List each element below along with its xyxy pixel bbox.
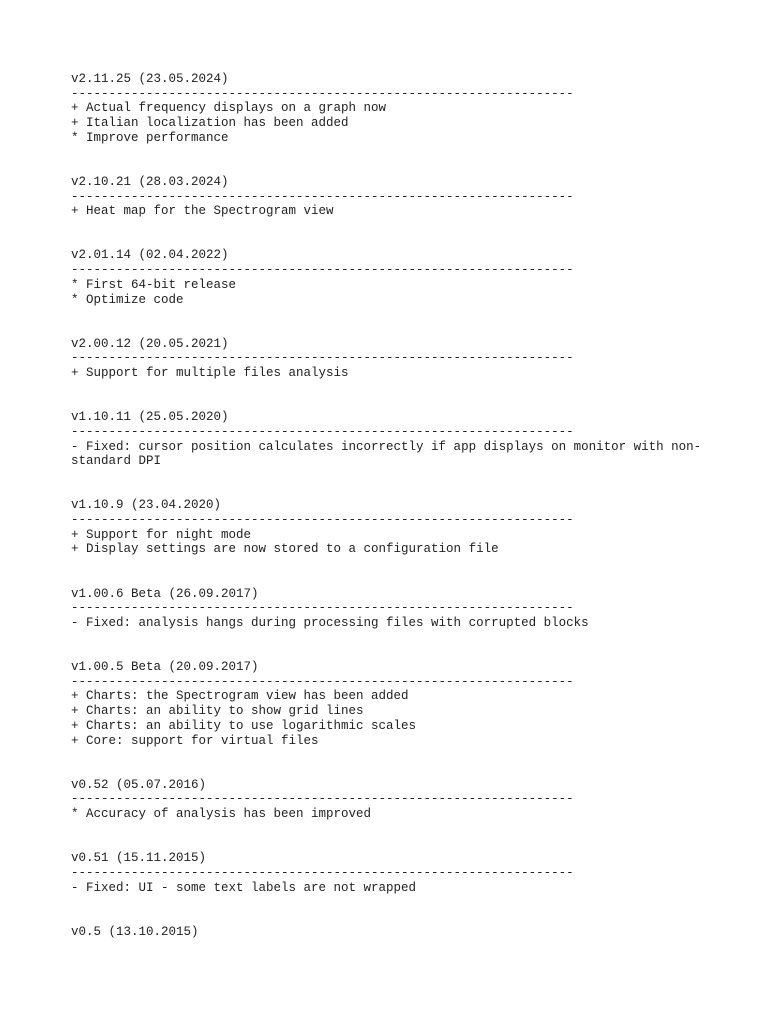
changelog xyxy=(71,72,711,969)
change-item: + Heat map for the Spectrogram view xyxy=(71,204,334,219)
version-header: v0.5 (13.10.2015) xyxy=(71,924,199,939)
changelog-entry xyxy=(71,925,711,940)
separator-line: ------------------------------------------------------------------- xyxy=(71,792,574,807)
change-item: + Core: support for virtual files xyxy=(71,733,319,748)
separator-line: ------------------------------------------------------------------- xyxy=(71,351,574,366)
version-header: v2.00.12 (20.05.2021) xyxy=(71,336,229,351)
changelog-entry xyxy=(71,337,711,381)
version-header: v1.10.11 (25.05.2020) xyxy=(71,410,229,425)
separator-line: ------------------------------------------------------------------- xyxy=(71,263,574,278)
change-item: * Optimize code xyxy=(71,292,184,307)
change-item: + Support for night mode xyxy=(71,527,252,542)
version-header: v0.51 (15.11.2015) xyxy=(71,851,207,866)
change-item: + Charts: an ability to use logarithmic scales xyxy=(71,718,417,733)
version-header: v1.00.6 Beta (26.09.2017) xyxy=(71,586,259,601)
separator-line: ------------------------------------------------------------------- xyxy=(71,601,574,616)
change-item: - Fixed: UI - some text labels are not wrapped xyxy=(71,880,417,895)
change-item: - Fixed: analysis hangs during processing files with corrupted blocks xyxy=(71,615,589,630)
changelog-entry xyxy=(71,778,711,822)
changelog-entry xyxy=(71,587,711,631)
version-header: v2.01.14 (02.04.2022) xyxy=(71,248,229,263)
separator-line: ------------------------------------------------------------------- xyxy=(71,865,574,880)
separator-line: ------------------------------------------------------------------- xyxy=(71,86,574,101)
change-item: + Display settings are now stored to a configuration file xyxy=(71,542,499,557)
changelog-entry xyxy=(71,410,711,469)
separator-line: ------------------------------------------------------------------- xyxy=(71,513,574,528)
version-header: v2.10.21 (28.03.2024) xyxy=(71,174,229,189)
changelog-entry xyxy=(71,72,711,146)
changelog-entry xyxy=(71,175,711,219)
separator-line: ------------------------------------------------------------------- xyxy=(71,674,574,689)
change-item: + Charts: the Spectrogram view has been added xyxy=(71,689,409,704)
version-header: v1.10.9 (23.04.2020) xyxy=(71,498,222,513)
change-item: + Italian localization has been added xyxy=(71,116,349,131)
separator-line: ------------------------------------------------------------------- xyxy=(71,424,574,439)
separator-line: ------------------------------------------------------------------- xyxy=(71,189,574,204)
changelog-entry xyxy=(71,248,711,307)
changelog-entry xyxy=(71,660,711,748)
version-header: v2.11.25 (23.05.2024) xyxy=(71,72,229,86)
version-header: v1.00.5 Beta (20.09.2017) xyxy=(71,660,259,675)
changelog-entry xyxy=(71,851,711,895)
change-item: + Actual frequency displays on a graph now xyxy=(71,101,387,116)
change-item: * Accuracy of analysis has been improved xyxy=(71,807,372,822)
change-item: + Charts: an ability to show grid lines xyxy=(71,704,364,719)
change-item: * First 64-bit release xyxy=(71,277,237,292)
change-item: * Improve performance xyxy=(71,130,229,145)
change-item: + Support for multiple files analysis xyxy=(71,366,349,381)
version-header: v0.52 (05.07.2016) xyxy=(71,777,207,792)
changelog-entry xyxy=(71,498,711,557)
change-item: - Fixed: cursor position calculates incorrectly if app displays on monitor with non-standard DPI xyxy=(71,439,702,469)
